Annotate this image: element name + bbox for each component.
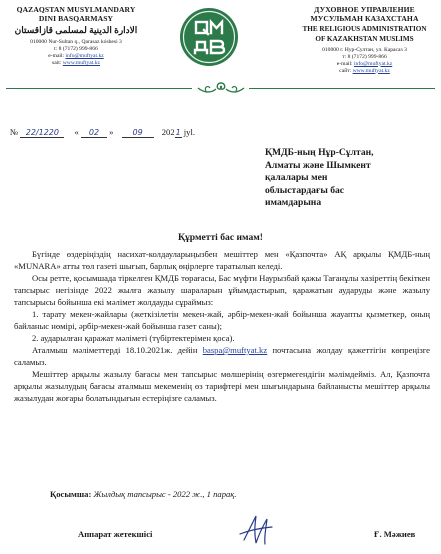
paragraph: Мешіттер арқылы жазылу бағасы мен тапсырыс мөлшерінің өзгермегендігін мәлімдейміз. Ал, Қазпочта арқылы жазылудың бағасы аталмыш мекеменің өз тарифтері мен шығындарына байланысты мешіттер арқылы жазылудан жоғары болатындығын естеріңізге саламыз. [14,369,430,403]
year-digit [175,127,182,138]
header-rule-left [6,88,192,89]
phone-line: t: 8 (7172) 999-866 [54,46,98,53]
signer-name: Ғ. Мәжиев [374,529,416,539]
paragraph: Бүгінде өздеріңіздің насихат-колдауларыңызбен мешіттер мен «Қазпочта» АҚ арқылы ҚМДБ-ның «MUNARA» атты төл газеті шығып, барлық өңірлерге таратылып келеді. [14,249,430,271]
attachment-line [50,489,236,499]
year-suffix: jyl. [183,127,196,137]
site-label: сайт: [339,67,352,74]
quote-close: » [109,127,114,137]
site-line [292,68,437,75]
signer-position: Аппарат жетекшісі [78,529,153,539]
site-link[interactable]: www.muftyat.kz [62,60,100,67]
list-item: 2. аударылған қаражат мәліметі (түбіртектерімен қоса). [32,333,235,343]
reference-day-value: 02 [88,128,100,137]
number-prefix: № [10,127,19,137]
address-latin [6,39,146,67]
email-link[interactable]: info@muftyat.kz [354,60,393,67]
address-russian [292,47,437,75]
handwritten-signature-icon [236,510,276,550]
deadline-text: Аталмыш мәліметтерді 18.10.2021ж. дейін [32,345,203,355]
recipient-line: ҚМДБ-ның Нұр-Сұлтан, [265,147,374,158]
org-title-latin-1: QAZAQSTAN MUSYLMANDARY [16,5,136,14]
address-line: 010000 г. Нур-Султан, ул. Карасаз 3 [322,46,407,53]
header-rule-right [249,88,435,89]
baspa-email-link[interactable]: baspa@muftyat.kz [202,345,268,355]
email-line [292,61,437,68]
quote-open: « [74,127,79,137]
org-title-arabic: الادارة الدينية لمسلمى قازاقستان [14,25,138,36]
org-title-english-2: OF KAZAKHSTAN MUSLIMS [315,35,414,44]
email-label: e-mail: [48,53,65,60]
deadline-text-end: почтасына жолдау қажеттігін көпреңізге саламыз. [14,345,430,367]
paragraph: Осы ретте, қосымшада тіркелген ҚМДБ төрағасы, Бас мүфти Наурызбай қажы Тағанұлы хазіреттің бекіткен тапсырыс негізінде 2022 жылға жазылу шараларын ұйымдастырып, қаражатын аударуды және жазылу тапсырысы бойынша екі мәлімет жолдауды сұраймыз: [14,273,430,307]
recipient-line: қалалары мен [265,172,328,184]
attachment-text: Жылдық тапсырыс - 2022 ж., 1 парақ. [93,489,237,499]
reference-number-value: 22/1220 [25,128,59,137]
site-line [6,60,146,67]
header-left [6,6,146,67]
year-prefix: 202 [161,127,175,137]
recipient-block [265,147,435,210]
reference-number [20,127,64,138]
site-link[interactable]: www.muftyat.kz [352,67,390,74]
email-link[interactable]: info@muftyat.kz [65,53,104,60]
recipient-line: облыстардағы бас [265,184,345,196]
list-item: 1. тарату мекен-жайлары (жеткізілетін мекен-жай, әрбір-мекен-жай бойынша жауапты қызметкер, оның байланыс нөмірі, әрбір-мекен-жай бойынша газет саны); [14,309,430,331]
org-title-russian-1: ДУХОВНОЕ УПРАВЛЕНИЕ [314,5,415,14]
paragraph [14,344,430,368]
header-right [292,6,437,75]
reference-month [122,127,154,138]
org-title-russian-2: МУСУЛЬМАН КАЗАХСТАНА [310,13,419,23]
email-label: e-mail: [336,60,353,67]
reference-line [10,127,195,138]
org-title-english-1: THE RELIGIOUS ADMINISTRATION [302,25,427,34]
greeting: Құрметті бас имам! [178,232,263,243]
ornament-divider-icon [194,80,248,96]
phone-line: т: 8 (7172) 999-866 [342,53,387,60]
attachment-label: Қосымша: [50,489,92,499]
recipient-line: имамдарына [265,197,322,209]
reference-day [81,127,107,138]
letter-body [14,248,430,404]
org-title-latin-2: DINI BASQARMASY [38,13,114,23]
recipient-line: Алматы және Шымкент [265,159,371,171]
qmdb-emblem-icon [178,6,240,68]
address-line: 010000 Nur-Sultan q., Qarasaz kóshesi 3 [30,39,122,46]
site-label: sait: [52,60,62,67]
reference-month-value: 09 [132,128,143,137]
year-digit-value: 1 [175,128,181,137]
